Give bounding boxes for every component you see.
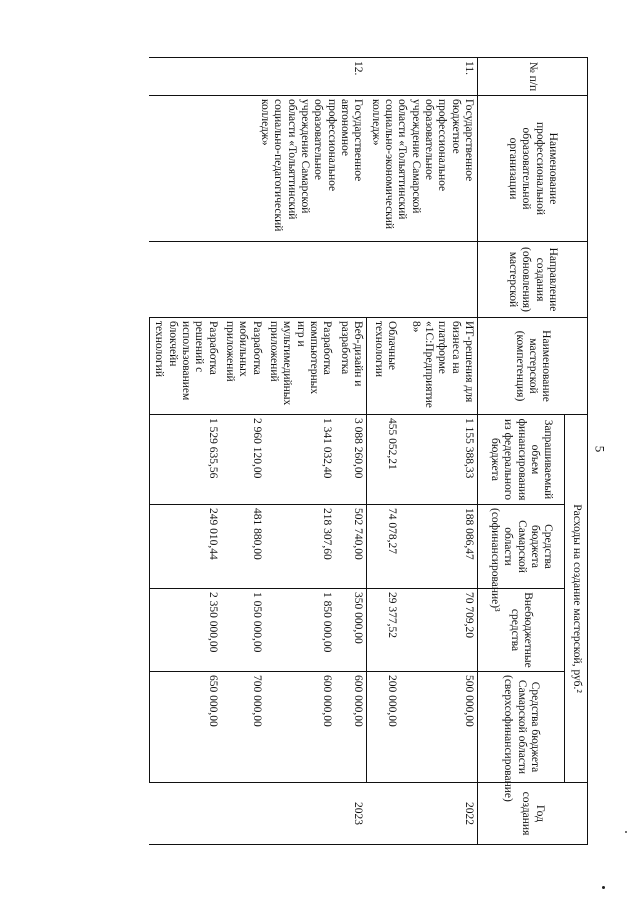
regional-amount: 481 880,00	[221, 505, 265, 589]
table-row	[400, 58, 477, 845]
federal-amount: 1 341 032,40	[265, 415, 336, 505]
budget-table	[149, 57, 588, 845]
federal-amount: 1 155 388,33	[400, 415, 477, 505]
regional-amount: 502 740,00	[335, 505, 366, 589]
direction-cell	[366, 242, 477, 318]
table-row	[335, 58, 366, 845]
workshop-name: ИТ-решения для бизнеса на платформе «1С:Предприятие 8»	[400, 318, 477, 415]
extrabudget-amount: 29 377,52	[366, 589, 400, 672]
extrabudget-amount: 350 000,00	[335, 589, 366, 672]
year-cell: 2022	[366, 783, 477, 845]
regional-amount: 74 078,27	[366, 505, 400, 589]
extrabudget-amount: 2 350 000,00	[149, 589, 220, 672]
regional-over-amount: 600 000,00	[335, 672, 366, 783]
regional-amount: 188 086,47	[400, 505, 477, 589]
scan-speck	[625, 831, 627, 833]
extrabudget-amount: 70 709,20	[400, 589, 477, 672]
regional-over-amount: 500 000,00	[400, 672, 477, 783]
organization-name: Государственное автономное профессиональное образовательное учреждение Самарской области «Тольяттинский социально-педагогический колледж»	[149, 96, 366, 242]
header-extrabudget: Внебюджетные средства	[478, 589, 565, 672]
header-organization: Наименование профессиональной образовательной организации	[478, 96, 588, 242]
federal-amount: 455 052,21	[366, 415, 400, 505]
regional-over-amount: 650 000,00	[149, 672, 220, 783]
direction-cell	[149, 242, 366, 318]
federal-amount: 3 088 260,00	[335, 415, 366, 505]
header-federal: Запрашиваемый объем финансирования из федерального бюджета	[478, 415, 565, 505]
header-regional: Средства бюджета Самарской области (софинансирование)³	[478, 505, 565, 589]
row-number: 11.	[366, 58, 477, 96]
header-expenses-group: Расходы на создание мастерской, руб.²	[565, 415, 588, 783]
extrabudget-amount: 1 050 000,00	[221, 589, 265, 672]
header-regional-over: Средства бюджета Самарской области (сверхсофинансирование)	[478, 672, 565, 783]
regional-over-amount: 700 000,00	[221, 672, 265, 783]
regional-over-amount: 200 000,00	[366, 672, 400, 783]
header-year: Год создания	[478, 783, 588, 845]
header-no: № п/п	[478, 58, 588, 96]
rotated-table-container	[103, 57, 588, 844]
regional-over-amount: 600 000,00	[265, 672, 336, 783]
header-direction: Направление создания (обновления) мастерской	[478, 242, 588, 318]
extrabudget-amount: 1 850 000,00	[265, 589, 336, 672]
row-number: 12.	[149, 58, 366, 96]
workshop-name: Веб-дизайн и разработка	[335, 318, 366, 415]
scan-speck	[602, 886, 605, 889]
workshop-name: Облачные технологии	[366, 318, 400, 415]
federal-amount: 1 529 635,56	[149, 415, 220, 505]
workshop-name: Разработка компьютерных игр и мультимедийных приложений	[265, 318, 336, 415]
workshop-name: Разработка решений с использованием блокчейн технологий	[149, 318, 220, 415]
workshop-name: Разработка мобильных приложений	[221, 318, 265, 415]
year-cell: 2023	[149, 783, 366, 845]
federal-amount: 2 960 120,00	[221, 415, 265, 505]
header-workshop: Наименование мастерской (компетенция)	[478, 318, 588, 415]
regional-amount: 249 010,44	[149, 505, 220, 589]
organization-name: Государственное бюджетное профессиональное образовательное учреждение Самарской области «Тольяттинский социально-экономический колледж»	[366, 96, 477, 242]
page-number: 5	[592, 445, 608, 453]
regional-amount: 218 307,60	[265, 505, 336, 589]
